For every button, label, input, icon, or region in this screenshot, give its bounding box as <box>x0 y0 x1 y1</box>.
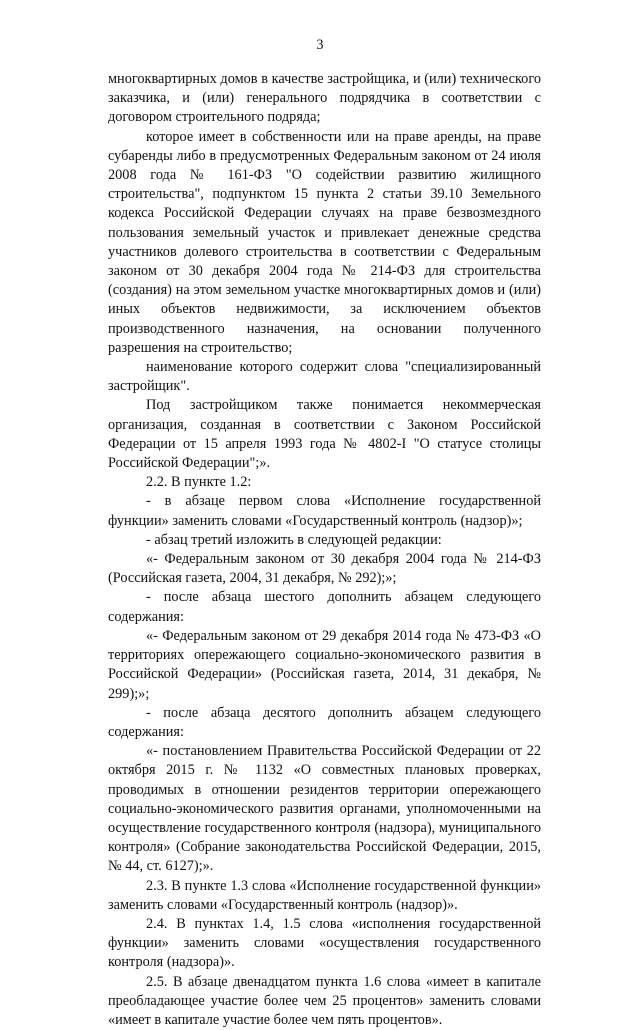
section-heading: 2.2. В пункте 1.2: <box>146 474 252 491</box>
paragraph: 2.5. В абзаце двенадцатом пункта 1.6 слова «имеет в капитале преобладающее участие более чем 25 процентов» заменить словами «имеет в капитале участие более чем пять процентов». <box>108 973 541 1028</box>
paragraph: 2.4. В пунктах 1.4, 1.5 слова «исполнения государственной функции» заменить словами «осуществления государственного контроля (надзора)». <box>108 915 541 971</box>
document-body <box>108 70 541 1030</box>
paragraph: которое имеет в собственности или на праве аренды, на праве субаренды либо в предусмотренных Федеральным законом от 24 июля 2008 года № 161-ФЗ "О содействии развитию жилищного строительства", подпунктом 15 пункта 2 статьи 39.10 Земельного кодекса Российской Федерации случаях на праве безвозмездного пользования земельный участок и привлекает денежные средства участников долевого строительства в соответствии с Федеральным законом от 30 декабря 2004 года № 214-ФЗ для строительства (создания) на этом земельном участке многоквартирных домов и (или) иных объектов недвижимости, за исключением объектов производственного назначения, на основании полученного разрешения на строительство; <box>108 128 541 356</box>
page-number: 3 <box>316 37 324 53</box>
paragraph: - после абзаца десятого дополнить абзацем следующего содержания: <box>108 704 541 740</box>
paragraph: - абзац третий изложить в следующей редакции: <box>146 531 442 548</box>
paragraph: многоквартирных домов в качестве застройщика, и (или) технического заказчика, и (или) генерального подрядчика в соответствии с договором строительного подряда; <box>108 71 541 126</box>
paragraph: 2.3. В пункте 1.3 слова «Исполнение государственной функции» заменить словами «Государственный контроль (надзор)». <box>108 877 541 913</box>
paragraph: «- постановлением Правительства Российской Федерации от 22 октября 2015 г. № 1132 «О совместных плановых проверках, проводимых в отношении резидентов территории опережающего социально-экономического развития органами, уполномоченными на осуществление государственного контроля (надзора), муниципального контроля» (Собрание законодательства Российской Федерации, 2015, № 44, ст. 6127);». <box>108 743 541 875</box>
paragraph: - в абзаце первом слова «Исполнение государственной функции» заменить словами «Государственный контроль (надзор)»; <box>108 493 541 529</box>
paragraph: - после абзаца шестого дополнить абзацем следующего содержания: <box>108 589 541 625</box>
paragraph: Под застройщиком также понимается некоммерческая организация, созданная в соответствии с Законом Российской Федерации от 15 апреля 1993 года № 4802-I "О статусе столицы Российской Федерации";». <box>108 397 541 472</box>
paragraph: наименование которого содержит слова "специализированный застройщик". <box>108 359 541 395</box>
paragraph: «- Федеральным законом от 29 декабря 2014 года № 473-ФЗ «О территориях опережающего социально-экономического развития в Российской Федерации» (Российская газета, 2014, 31 декабря, № 299);»; <box>108 627 541 702</box>
paragraph: «- Федеральным законом от 30 декабря 2004 года № 214-ФЗ (Российская газета, 2004, 31 декабря, № 292);»; <box>108 551 541 587</box>
